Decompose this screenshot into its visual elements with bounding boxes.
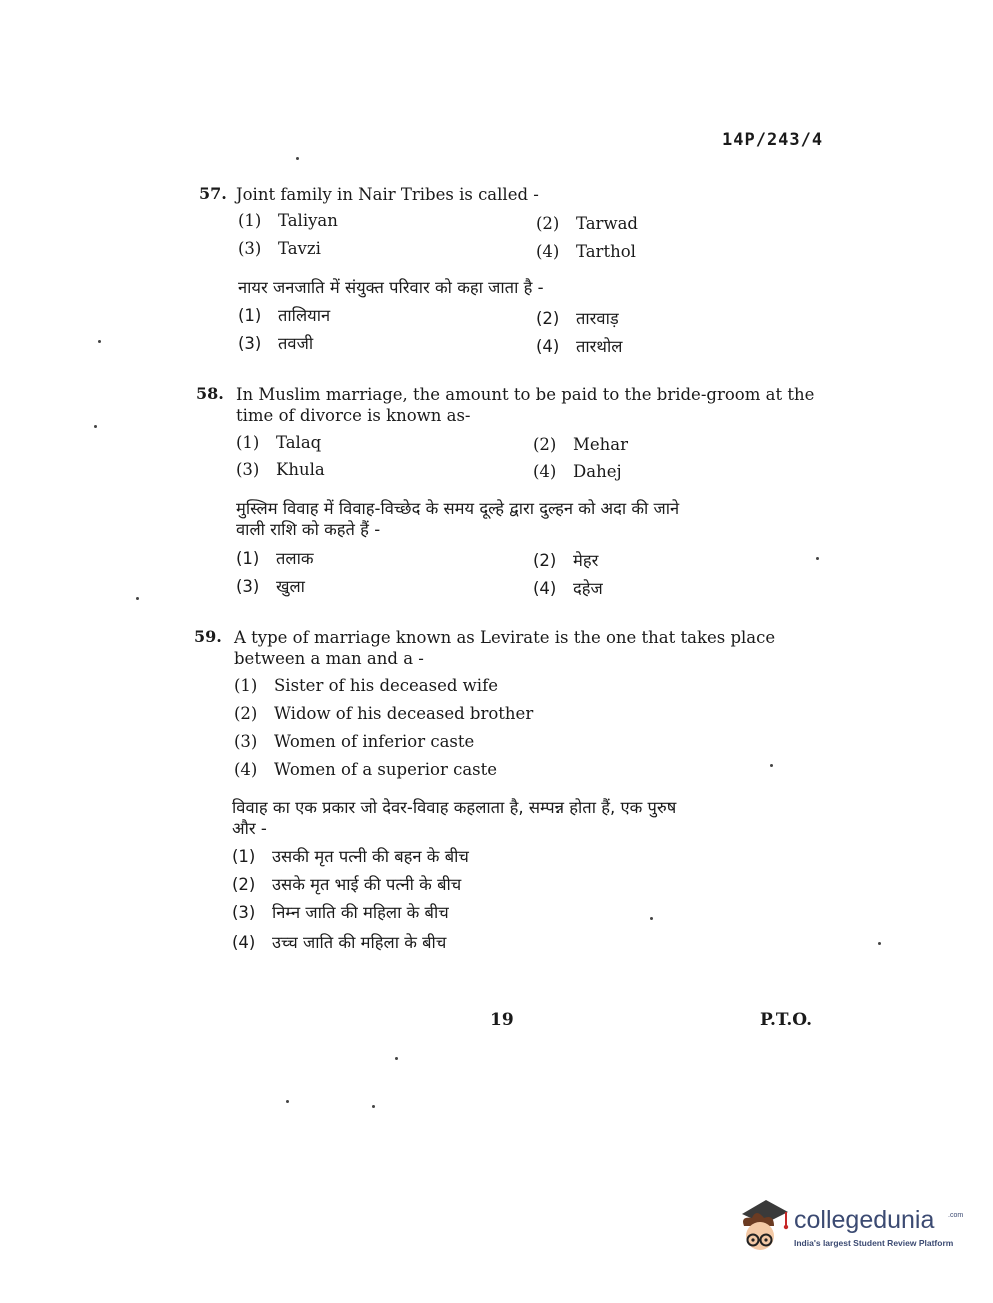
scan-speck: [650, 917, 653, 920]
hindi-option-4: (4) उच्च जाति की महिला के बीच: [232, 933, 447, 952]
brand-domain: .com: [948, 1212, 964, 1219]
hindi-question-text-line-1: मुस्लिम विवाह में विवाह-विच्छेद के समय दूल्हे द्वारा दुल्हन को अदा की जाने: [236, 499, 680, 518]
option-4: (4) Tarthol: [536, 242, 636, 261]
option-1: (1) Sister of his deceased wife: [234, 676, 498, 695]
hindi-question-text: नायर जनजाति में संयुक्त परिवार को कहा जाता है -: [238, 278, 544, 297]
hindi-option-2: (2) तारवाड़: [536, 309, 619, 328]
question-text-line-2: time of divorce is known as-: [236, 406, 471, 425]
hindi-question-text-line-1: विवाह का एक प्रकार जो देवर-विवाह कहलाता है, सम्पन्न होता हैं, एक पुरुष: [232, 798, 677, 817]
option-1: (1) Talaq: [236, 433, 322, 452]
question-number: 58.: [196, 384, 224, 403]
hindi-option-3: (3) तवजी: [238, 334, 314, 353]
hindi-option-2: (2) मेहर: [533, 551, 599, 570]
hindi-option-1: (1) उसकी मृत पत्नी की बहन के बीच: [232, 847, 469, 866]
option-2: (2) Tarwad: [536, 214, 638, 233]
option-3: (3) Tavzi: [238, 239, 321, 258]
option-2: (2) Mehar: [533, 435, 629, 454]
brand-tagline: India's largest Student Review Platform: [794, 1238, 954, 1248]
option-4: (4) Dahej: [533, 462, 622, 481]
hindi-option-2: (2) उसके मृत भाई की पत्नी के बीच: [232, 875, 462, 894]
scan-speck: [136, 597, 139, 600]
hindi-question-text-line-2: और -: [232, 819, 267, 838]
option-4: (4) Women of a superior caste: [234, 760, 498, 779]
scan-speck: [878, 942, 881, 945]
question-number: 59.: [194, 627, 222, 646]
student-mascot-icon: [734, 1196, 790, 1258]
option-2: (2) Widow of his deceased brother: [234, 704, 534, 723]
option-3: (3) Women of inferior caste: [234, 732, 475, 751]
question-text-line-1: In Muslim marriage, the amount to be paid to the bride-groom at the: [236, 385, 815, 404]
option-1: (1) Taliyan: [238, 211, 338, 230]
hindi-option-3: (3) खुला: [236, 577, 305, 596]
hindi-option-4: (4) तारथोल: [536, 337, 623, 356]
brand-name: collegedunia: [794, 1206, 935, 1234]
scan-speck: [98, 340, 101, 343]
hindi-option-3: (3) निम्न जाति की महिला के बीच: [232, 903, 449, 922]
hindi-option-1: (1) तलाक: [236, 549, 314, 568]
scan-speck: [770, 764, 773, 767]
hindi-option-1: (1) तालियान: [238, 306, 331, 325]
hindi-question-text-line-2: वाली राशि को कहते हैं -: [236, 520, 381, 539]
scan-speck: [816, 557, 819, 560]
collegedunia-watermark: [734, 1196, 964, 1260]
scan-speck: [286, 1100, 289, 1103]
page-number: 19: [490, 1010, 514, 1030]
scan-speck: [372, 1105, 375, 1108]
hindi-option-4: (4) दहेज: [533, 579, 603, 598]
scan-speck: [94, 425, 97, 428]
question-text-line-2: between a man and a -: [234, 649, 424, 668]
paper-code: 14P/243/4: [722, 130, 824, 150]
question-text-line-1: A type of marriage known as Levirate is the one that takes place: [234, 628, 776, 647]
question-number: 57.: [199, 184, 227, 203]
option-3: (3) Khula: [236, 460, 325, 479]
scan-speck: [296, 157, 299, 160]
scan-speck: [395, 1057, 398, 1060]
pto-label: P.T.O.: [760, 1010, 812, 1030]
question-text: Joint family in Nair Tribes is called -: [236, 185, 539, 204]
